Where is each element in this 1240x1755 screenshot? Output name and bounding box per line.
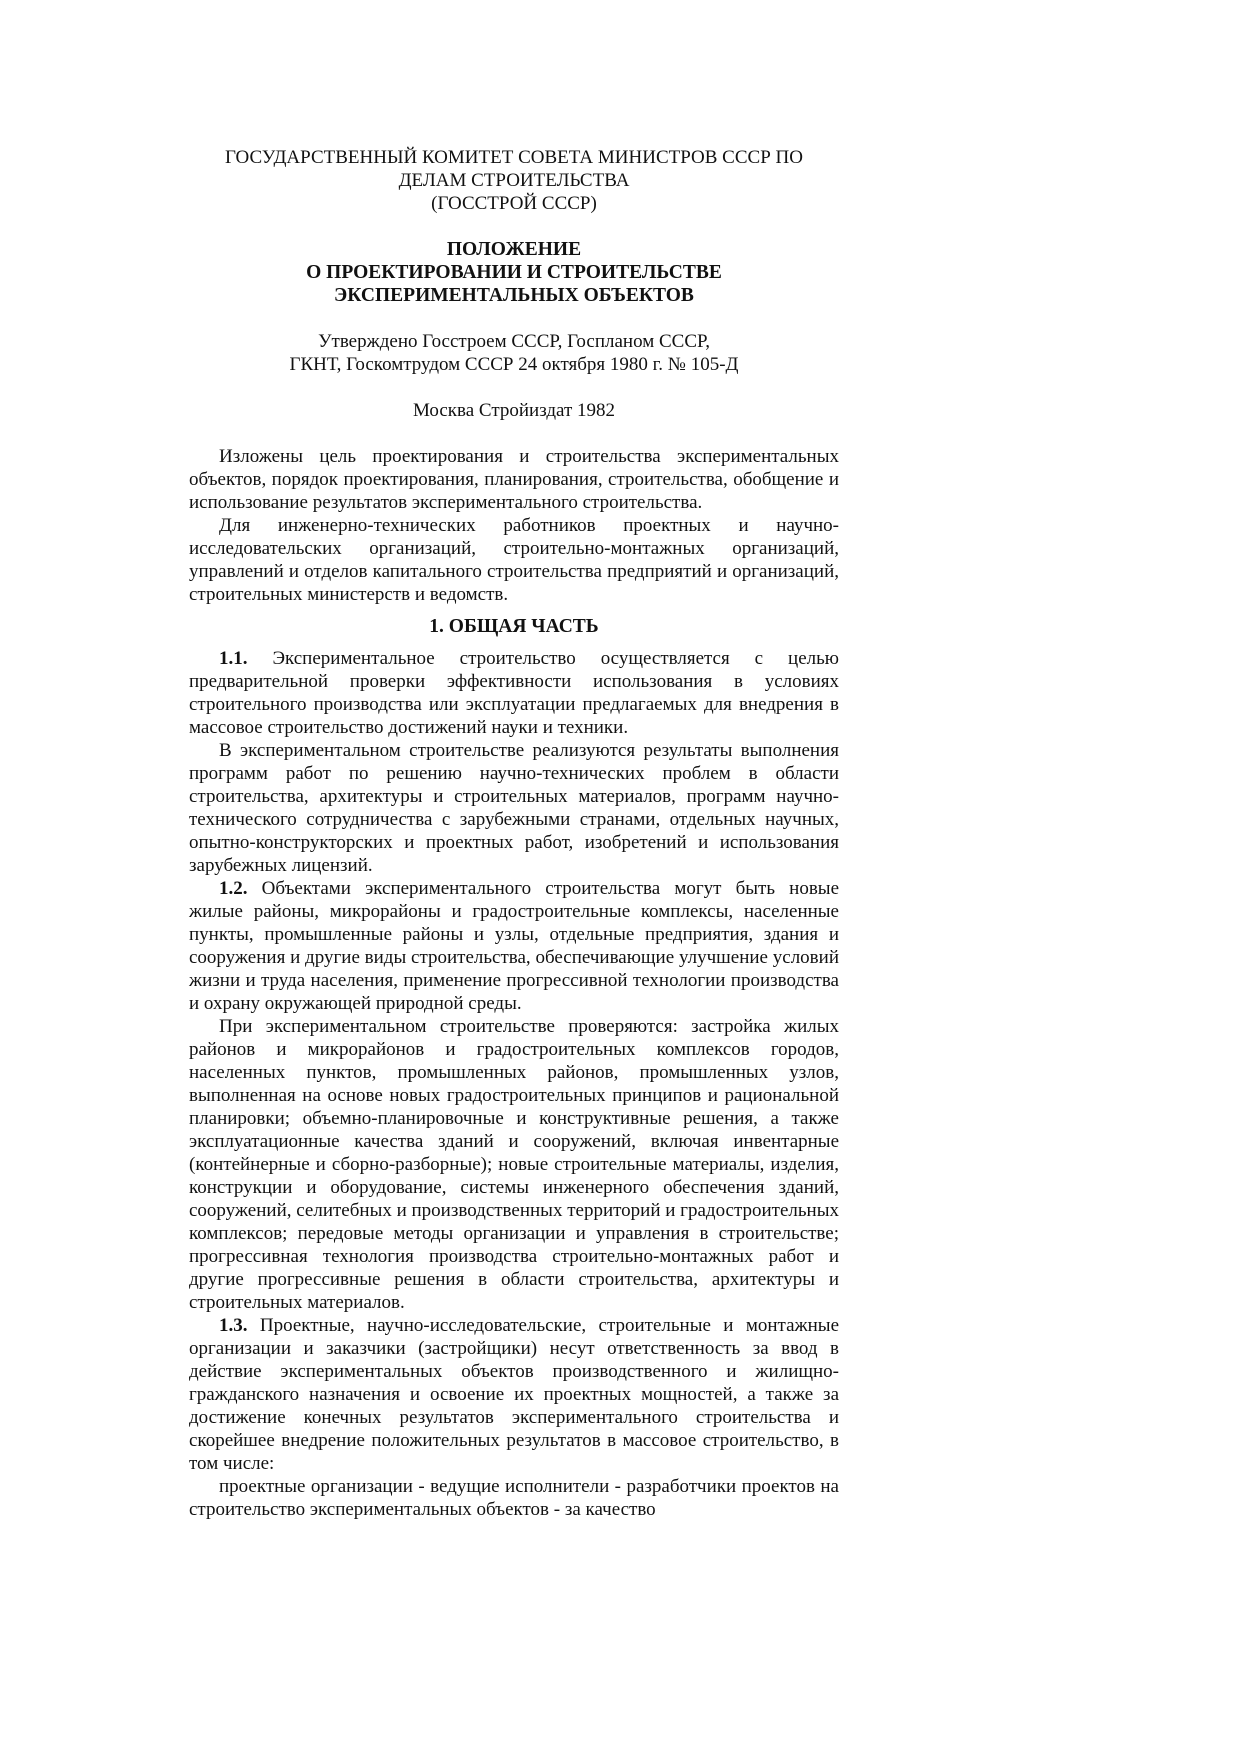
- clause-1-1: [189, 647, 839, 739]
- approval-note: [189, 330, 839, 376]
- clause-text: Объектами экспериментального строительства могут быть новые жилые районы, микрорайоны и градостроительные комплексы, населенные пункты, промышленные районы и узлы, отдельные предприятия, здания и сооружения и другие виды строительства, обеспечивающие улучшение условий жизни и труда населения, применение прогрессивной технологии производства и охрану окружающей природной среды.: [189, 878, 839, 1014]
- clause-number: 1.2.: [219, 878, 248, 899]
- clause-1-2: [189, 877, 839, 1015]
- clause-text: Экспериментальное строительство осуществляется с целью предварительной проверки эффективности использования в условиях строительного производства или эксплуатации предлагаемых для внедрения в массовое строительство достижений науки и техники.: [189, 648, 839, 738]
- title-line-3: ЭКСПЕРИМЕНТАЛЬНЫХ ОБЪЕКТОВ: [334, 285, 694, 306]
- agency-line-2: ДЕЛАМ СТРОИТЕЛЬСТВА: [398, 170, 630, 191]
- section-heading: 1. ОБЩАЯ ЧАСТЬ: [429, 616, 599, 637]
- issuing-agency: [189, 146, 839, 215]
- publisher-imprint: Москва Стройиздат 1982: [412, 400, 616, 421]
- clause-number: 1.3.: [219, 1315, 248, 1336]
- paragraph: В экспериментальном строительстве реализуются результаты выполнения программ работ по решению научно-технических проблем в области строительства, архитектуры и строительных материалов, программ научно-технического сотрудничества с зарубежными странами, отдельных научных, опытно-конструкторских и проектных работ, изобретений и использования зарубежных лицензий.: [189, 740, 839, 876]
- clause-number: 1.1.: [219, 648, 248, 669]
- agency-line-3: (ГОССТРОЙ СССР): [431, 193, 597, 214]
- document-title: [189, 238, 839, 307]
- paragraph: При экспериментальном строительстве проверяются: застройка жилых районов и микрорайонов и градостроительных комплексов городов, населенных пунктов, промышленных районов, промышленных узлов, выполненная на основе новых градостроительных принципов и рациональной планировки; объемно-планировочные и конструктивные решения, а также эксплуатационные качества зданий и сооружений, включая инвентарные (контейнерные и сборно-разборные); новые строительные материалы, изделия, конструкции и оборудование, системы инженерного обеспечения зданий, сооружений, селитебных и производственных территорий и градостроительных комплексов; передовые методы организации и управления в строительстве; прогрессивная технология производства строительно-монтажных работ и другие прогрессивные решения в области строительства, архитектуры и строительных материалов.: [189, 1016, 839, 1313]
- annotation-paragraph-2: Для инженерно-технических работников проектных и научно-исследовательских организаций, строительно-монтажных организаций, управлений и отделов капитального строительства предприятий и организаций, строительных министерств и ведомств.: [189, 515, 839, 605]
- title-line-1: ПОЛОЖЕНИЕ: [446, 239, 582, 260]
- annotation-paragraph-1: Изложены цель проектирования и строительства экспериментальных объектов, порядок проектирования, планирования, строительства, обобщение и использование результатов экспериментального строительства.: [189, 446, 839, 513]
- paragraph: проектные организации - ведущие исполнители - разработчики проектов на строительство экспериментальных объектов - за качество: [189, 1476, 839, 1520]
- clause-1-3: [189, 1314, 839, 1475]
- title-line-2: О ПРОЕКТИРОВАНИИ И СТРОИТЕЛЬСТВЕ: [306, 262, 722, 283]
- annotation: [189, 445, 839, 606]
- document-page: [189, 146, 839, 1521]
- approval-line-1: Утверждено Госстроем СССР, Госпланом СССР,: [318, 331, 710, 352]
- agency-line-1: ГОСУДАРСТВЕННЫЙ КОМИТЕТ СОВЕТА МИНИСТРОВ СССР ПО: [225, 147, 803, 168]
- clause-text: Проектные, научно-исследовательские, строительные и монтажные организации и заказчики (застройщики) несут ответственность за ввод в действие экспериментальных объектов производственного и жилищно-гражданского назначения и освоение их проектных мощностей, а также за достижение конечных результатов экспериментального строительства и скорейшее внедрение положительных результатов в массовое строительство, в том числе:: [189, 1315, 839, 1474]
- approval-line-2: ГКНТ, Госкомтрудом СССР 24 октября 1980 г. № 105-Д: [289, 354, 739, 375]
- section-body: [189, 647, 839, 1521]
